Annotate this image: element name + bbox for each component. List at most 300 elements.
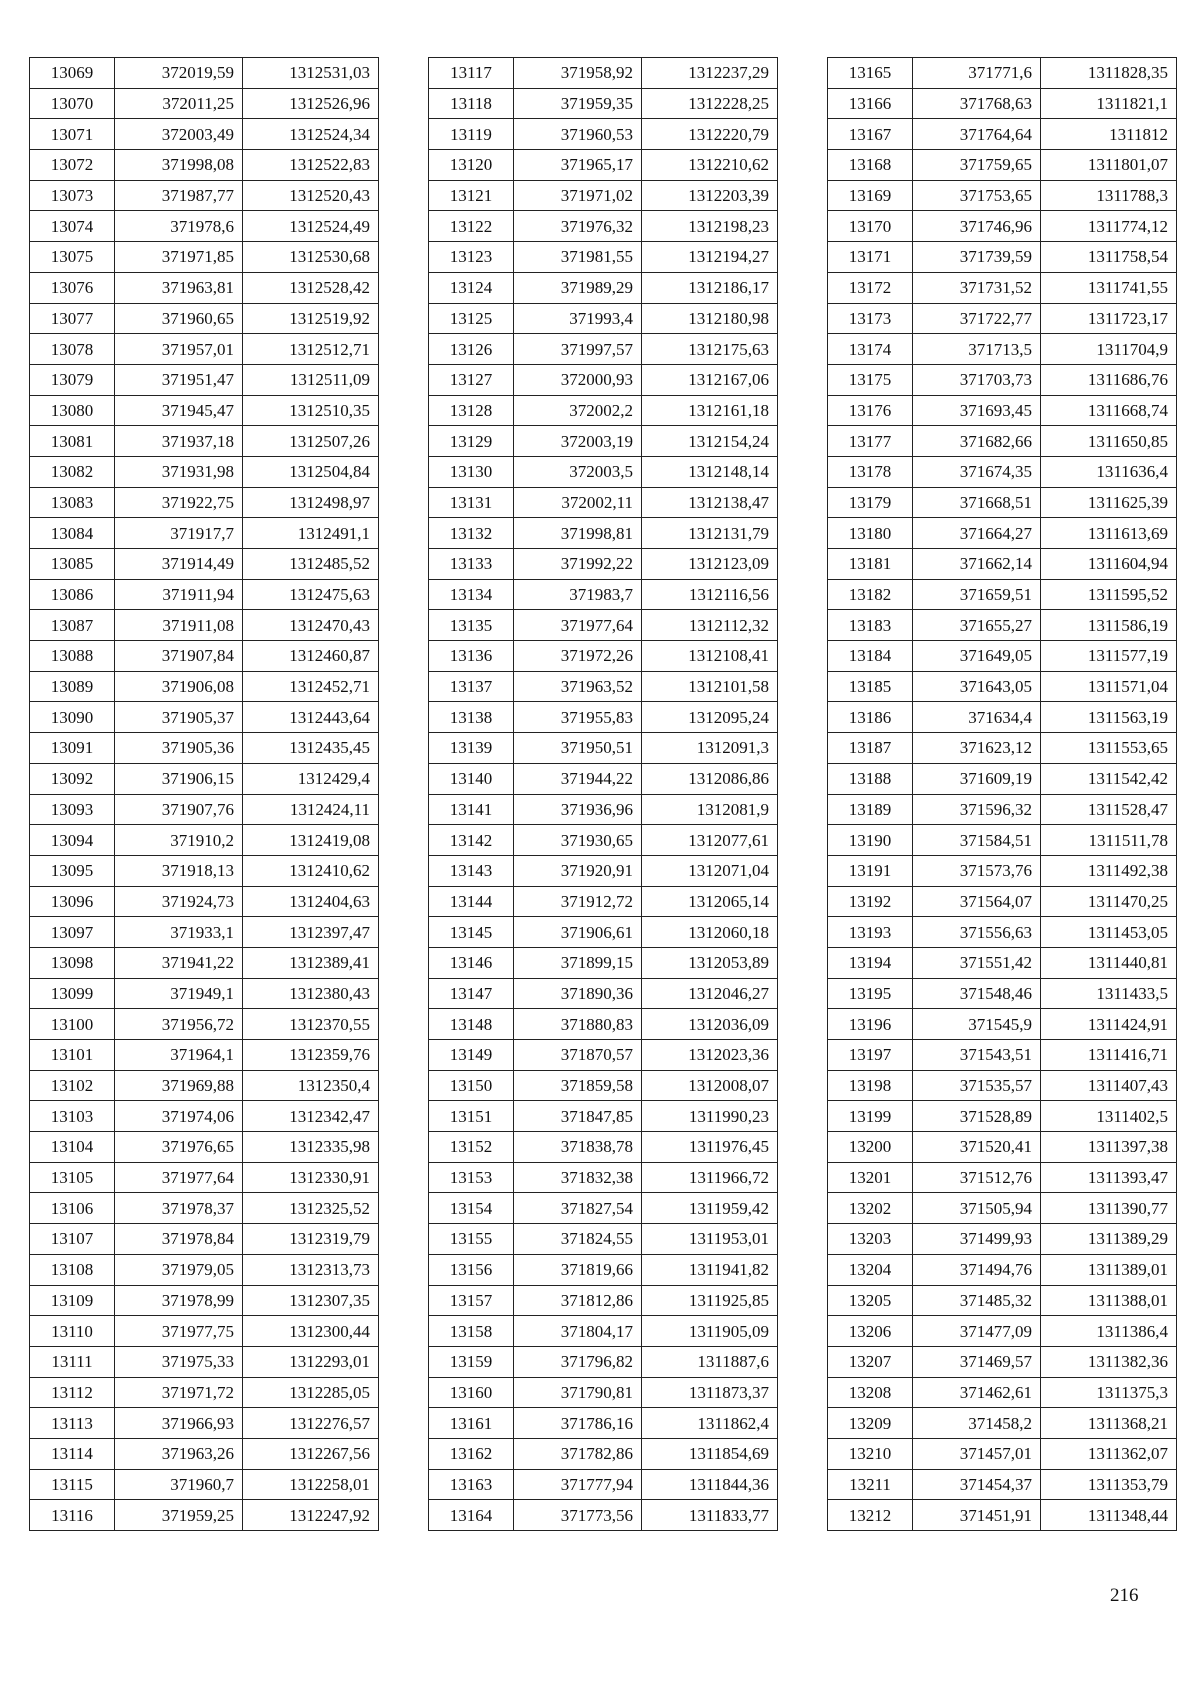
x-coordinate-cell: 371454,37 xyxy=(913,1469,1041,1500)
table-row xyxy=(429,334,778,365)
x-coordinate-cell: 371551,42 xyxy=(913,947,1041,978)
table-row xyxy=(828,58,1177,89)
y-coordinate-cell: 1312460,87 xyxy=(243,641,379,672)
point-number-cell: 13103 xyxy=(30,1101,115,1132)
table-row xyxy=(429,1316,778,1347)
table-row xyxy=(429,211,778,242)
point-number-cell: 13195 xyxy=(828,978,913,1009)
x-coordinate-cell: 371782,86 xyxy=(514,1438,642,1469)
x-coordinate-cell: 371912,72 xyxy=(514,886,642,917)
table-row xyxy=(30,1377,379,1408)
x-coordinate-cell: 371958,92 xyxy=(514,58,642,89)
x-coordinate-cell: 371649,05 xyxy=(913,641,1041,672)
x-coordinate-cell: 371957,01 xyxy=(115,334,243,365)
point-number-cell: 13177 xyxy=(828,426,913,457)
table-row xyxy=(828,1162,1177,1193)
table-row xyxy=(828,1377,1177,1408)
x-coordinate-cell: 371956,72 xyxy=(115,1009,243,1040)
table-row xyxy=(828,119,1177,150)
x-coordinate-cell: 371682,66 xyxy=(913,426,1041,457)
x-coordinate-cell: 371693,45 xyxy=(913,395,1041,426)
table-row xyxy=(30,610,379,641)
y-coordinate-cell: 1312194,27 xyxy=(642,242,778,273)
point-number-cell: 13098 xyxy=(30,947,115,978)
table-row xyxy=(828,579,1177,610)
table-row xyxy=(30,242,379,273)
y-coordinate-cell: 1311571,04 xyxy=(1041,671,1177,702)
x-coordinate-cell: 371964,1 xyxy=(115,1040,243,1071)
point-number-cell: 13156 xyxy=(429,1254,514,1285)
x-coordinate-cell: 371905,36 xyxy=(115,733,243,764)
table-row xyxy=(828,641,1177,672)
x-coordinate-cell: 371959,35 xyxy=(514,88,642,119)
table-row xyxy=(30,150,379,181)
y-coordinate-cell: 1312519,92 xyxy=(243,303,379,334)
table-row xyxy=(429,1500,778,1531)
y-coordinate-cell: 1312091,3 xyxy=(642,733,778,764)
x-coordinate-cell: 371959,25 xyxy=(115,1500,243,1531)
y-coordinate-cell: 1311353,79 xyxy=(1041,1469,1177,1500)
y-coordinate-cell: 1311382,36 xyxy=(1041,1346,1177,1377)
point-number-cell: 13084 xyxy=(30,518,115,549)
y-coordinate-cell: 1311389,01 xyxy=(1041,1254,1177,1285)
table-row xyxy=(429,1224,778,1255)
table-row xyxy=(429,702,778,733)
y-coordinate-cell: 1311887,6 xyxy=(642,1346,778,1377)
point-number-cell: 13192 xyxy=(828,886,913,917)
table-row xyxy=(30,334,379,365)
x-coordinate-cell: 371596,32 xyxy=(913,794,1041,825)
x-coordinate-cell: 371494,76 xyxy=(913,1254,1041,1285)
point-number-cell: 13200 xyxy=(828,1132,913,1163)
x-coordinate-cell: 371978,84 xyxy=(115,1224,243,1255)
point-number-cell: 13183 xyxy=(828,610,913,641)
x-coordinate-cell: 371739,59 xyxy=(913,242,1041,273)
x-coordinate-cell: 371937,18 xyxy=(115,426,243,457)
y-coordinate-cell: 1312300,44 xyxy=(243,1316,379,1347)
y-coordinate-cell: 1311348,44 xyxy=(1041,1500,1177,1531)
x-coordinate-cell: 371922,75 xyxy=(115,487,243,518)
point-number-cell: 13181 xyxy=(828,549,913,580)
point-number-cell: 13108 xyxy=(30,1254,115,1285)
table-row xyxy=(429,1285,778,1316)
point-number-cell: 13190 xyxy=(828,825,913,856)
x-coordinate-cell: 371451,91 xyxy=(913,1500,1041,1531)
point-number-cell: 13162 xyxy=(429,1438,514,1469)
x-coordinate-cell: 372003,5 xyxy=(514,456,642,487)
point-number-cell: 13210 xyxy=(828,1438,913,1469)
point-number-cell: 13080 xyxy=(30,395,115,426)
table-row xyxy=(828,978,1177,1009)
x-coordinate-cell: 371969,88 xyxy=(115,1070,243,1101)
point-number-cell: 13143 xyxy=(429,855,514,886)
y-coordinate-cell: 1311854,69 xyxy=(642,1438,778,1469)
point-number-cell: 13179 xyxy=(828,487,913,518)
point-number-cell: 13136 xyxy=(429,641,514,672)
x-coordinate-cell: 371545,9 xyxy=(913,1009,1041,1040)
x-coordinate-cell: 371977,64 xyxy=(514,610,642,641)
table-body xyxy=(30,58,379,1531)
table-row xyxy=(828,1469,1177,1500)
y-coordinate-cell: 1311453,05 xyxy=(1041,917,1177,948)
x-coordinate-cell: 371971,72 xyxy=(115,1377,243,1408)
point-number-cell: 13113 xyxy=(30,1408,115,1439)
table-row xyxy=(828,180,1177,211)
point-number-cell: 13070 xyxy=(30,88,115,119)
y-coordinate-cell: 1311397,38 xyxy=(1041,1132,1177,1163)
x-coordinate-cell: 371634,4 xyxy=(913,702,1041,733)
table-row xyxy=(30,426,379,457)
table-row xyxy=(429,886,778,917)
y-coordinate-cell: 1311595,52 xyxy=(1041,579,1177,610)
table-row xyxy=(828,1408,1177,1439)
table-row xyxy=(828,1346,1177,1377)
point-number-cell: 13126 xyxy=(429,334,514,365)
x-coordinate-cell: 371989,29 xyxy=(514,272,642,303)
point-number-cell: 13161 xyxy=(429,1408,514,1439)
table-row xyxy=(429,395,778,426)
y-coordinate-cell: 1312435,45 xyxy=(243,733,379,764)
x-coordinate-cell: 371918,13 xyxy=(115,855,243,886)
table-row xyxy=(30,978,379,1009)
x-coordinate-cell: 371978,6 xyxy=(115,211,243,242)
table-row xyxy=(828,947,1177,978)
point-number-cell: 13184 xyxy=(828,641,913,672)
point-number-cell: 13166 xyxy=(828,88,913,119)
x-coordinate-cell: 371796,82 xyxy=(514,1346,642,1377)
point-number-cell: 13105 xyxy=(30,1162,115,1193)
y-coordinate-cell: 1312491,1 xyxy=(243,518,379,549)
y-coordinate-cell: 1312520,43 xyxy=(243,180,379,211)
y-coordinate-cell: 1311668,74 xyxy=(1041,395,1177,426)
table-row xyxy=(429,917,778,948)
point-number-cell: 13115 xyxy=(30,1469,115,1500)
table-row xyxy=(30,1316,379,1347)
table-row xyxy=(429,456,778,487)
y-coordinate-cell: 1312161,18 xyxy=(642,395,778,426)
y-coordinate-cell: 1311390,77 xyxy=(1041,1193,1177,1224)
point-number-cell: 13118 xyxy=(429,88,514,119)
table-row xyxy=(429,242,778,273)
y-coordinate-cell: 1311801,07 xyxy=(1041,150,1177,181)
y-coordinate-cell: 1311586,19 xyxy=(1041,610,1177,641)
table-row xyxy=(828,1500,1177,1531)
point-number-cell: 13212 xyxy=(828,1500,913,1531)
point-number-cell: 13170 xyxy=(828,211,913,242)
table-row xyxy=(429,1070,778,1101)
x-coordinate-cell: 371804,17 xyxy=(514,1316,642,1347)
table-row xyxy=(30,794,379,825)
y-coordinate-cell: 1312210,62 xyxy=(642,150,778,181)
x-coordinate-cell: 371971,85 xyxy=(115,242,243,273)
x-coordinate-cell: 371753,65 xyxy=(913,180,1041,211)
point-number-cell: 13191 xyxy=(828,855,913,886)
x-coordinate-cell: 371773,56 xyxy=(514,1500,642,1531)
coordinate-table-3 xyxy=(827,57,1177,1531)
point-number-cell: 13201 xyxy=(828,1162,913,1193)
x-coordinate-cell: 371998,08 xyxy=(115,150,243,181)
y-coordinate-cell: 1311375,3 xyxy=(1041,1377,1177,1408)
table-row xyxy=(429,671,778,702)
point-number-cell: 13099 xyxy=(30,978,115,1009)
y-coordinate-cell: 1311758,54 xyxy=(1041,242,1177,273)
x-coordinate-cell: 371528,89 xyxy=(913,1101,1041,1132)
y-coordinate-cell: 1312247,92 xyxy=(243,1500,379,1531)
table-row xyxy=(429,487,778,518)
point-number-cell: 13160 xyxy=(429,1377,514,1408)
point-number-cell: 13125 xyxy=(429,303,514,334)
x-coordinate-cell: 371920,91 xyxy=(514,855,642,886)
point-number-cell: 13197 xyxy=(828,1040,913,1071)
point-number-cell: 13112 xyxy=(30,1377,115,1408)
y-coordinate-cell: 1311386,4 xyxy=(1041,1316,1177,1347)
point-number-cell: 13121 xyxy=(429,180,514,211)
table-row xyxy=(30,825,379,856)
x-coordinate-cell: 371977,75 xyxy=(115,1316,243,1347)
table-row xyxy=(828,150,1177,181)
point-number-cell: 13079 xyxy=(30,364,115,395)
x-coordinate-cell: 371703,73 xyxy=(913,364,1041,395)
point-number-cell: 13117 xyxy=(429,58,514,89)
y-coordinate-cell: 1311625,39 xyxy=(1041,487,1177,518)
table-row xyxy=(30,1162,379,1193)
y-coordinate-cell: 1312167,06 xyxy=(642,364,778,395)
point-number-cell: 13139 xyxy=(429,733,514,764)
y-coordinate-cell: 1311873,37 xyxy=(642,1377,778,1408)
y-coordinate-cell: 1311604,94 xyxy=(1041,549,1177,580)
table-row xyxy=(429,610,778,641)
y-coordinate-cell: 1312370,55 xyxy=(243,1009,379,1040)
point-number-cell: 13081 xyxy=(30,426,115,457)
y-coordinate-cell: 1312342,47 xyxy=(243,1101,379,1132)
table-row xyxy=(429,1101,778,1132)
table-row xyxy=(429,641,778,672)
x-coordinate-cell: 371960,65 xyxy=(115,303,243,334)
point-number-cell: 13150 xyxy=(429,1070,514,1101)
y-coordinate-cell: 1312065,14 xyxy=(642,886,778,917)
x-coordinate-cell: 371880,83 xyxy=(514,1009,642,1040)
y-coordinate-cell: 1311577,19 xyxy=(1041,641,1177,672)
x-coordinate-cell: 371674,35 xyxy=(913,456,1041,487)
y-coordinate-cell: 1311990,23 xyxy=(642,1101,778,1132)
x-coordinate-cell: 371520,41 xyxy=(913,1132,1041,1163)
point-number-cell: 13075 xyxy=(30,242,115,273)
y-coordinate-cell: 1312175,63 xyxy=(642,334,778,365)
y-coordinate-cell: 1312123,09 xyxy=(642,549,778,580)
point-number-cell: 13114 xyxy=(30,1438,115,1469)
point-number-cell: 13172 xyxy=(828,272,913,303)
point-number-cell: 13159 xyxy=(429,1346,514,1377)
table-row xyxy=(828,610,1177,641)
table-row xyxy=(828,334,1177,365)
point-number-cell: 13132 xyxy=(429,518,514,549)
y-coordinate-cell: 1311774,12 xyxy=(1041,211,1177,242)
x-coordinate-cell: 371907,84 xyxy=(115,641,243,672)
point-number-cell: 13104 xyxy=(30,1132,115,1163)
x-coordinate-cell: 371764,64 xyxy=(913,119,1041,150)
x-coordinate-cell: 371469,57 xyxy=(913,1346,1041,1377)
y-coordinate-cell: 1311492,38 xyxy=(1041,855,1177,886)
table-row xyxy=(828,1101,1177,1132)
y-coordinate-cell: 1311393,47 xyxy=(1041,1162,1177,1193)
y-coordinate-cell: 1312060,18 xyxy=(642,917,778,948)
y-coordinate-cell: 1312498,97 xyxy=(243,487,379,518)
x-coordinate-cell: 371812,86 xyxy=(514,1285,642,1316)
x-coordinate-cell: 371944,22 xyxy=(514,763,642,794)
coordinate-table-1 xyxy=(29,57,379,1531)
x-coordinate-cell: 371941,22 xyxy=(115,947,243,978)
point-number-cell: 13189 xyxy=(828,794,913,825)
y-coordinate-cell: 1311416,71 xyxy=(1041,1040,1177,1071)
table-row xyxy=(30,1285,379,1316)
x-coordinate-cell: 371556,63 xyxy=(913,917,1041,948)
y-coordinate-cell: 1312452,71 xyxy=(243,671,379,702)
x-coordinate-cell: 371945,47 xyxy=(115,395,243,426)
table-row xyxy=(30,395,379,426)
point-number-cell: 13109 xyxy=(30,1285,115,1316)
point-number-cell: 13146 xyxy=(429,947,514,978)
x-coordinate-cell: 371936,96 xyxy=(514,794,642,825)
y-coordinate-cell: 1312228,25 xyxy=(642,88,778,119)
x-coordinate-cell: 371906,61 xyxy=(514,917,642,948)
y-coordinate-cell: 1311433,5 xyxy=(1041,978,1177,1009)
y-coordinate-cell: 1312522,83 xyxy=(243,150,379,181)
table-row xyxy=(828,763,1177,794)
x-coordinate-cell: 371949,1 xyxy=(115,978,243,1009)
y-coordinate-cell: 1311424,91 xyxy=(1041,1009,1177,1040)
x-coordinate-cell: 371584,51 xyxy=(913,825,1041,856)
table-row xyxy=(429,1254,778,1285)
x-coordinate-cell: 371965,17 xyxy=(514,150,642,181)
x-coordinate-cell: 371485,32 xyxy=(913,1285,1041,1316)
y-coordinate-cell: 1311788,3 xyxy=(1041,180,1177,211)
x-coordinate-cell: 371548,46 xyxy=(913,978,1041,1009)
y-coordinate-cell: 1312203,39 xyxy=(642,180,778,211)
point-number-cell: 13147 xyxy=(429,978,514,1009)
table-row xyxy=(828,88,1177,119)
point-number-cell: 13211 xyxy=(828,1469,913,1500)
point-number-cell: 13205 xyxy=(828,1285,913,1316)
y-coordinate-cell: 1311828,35 xyxy=(1041,58,1177,89)
x-coordinate-cell: 371963,81 xyxy=(115,272,243,303)
y-coordinate-cell: 1312313,73 xyxy=(243,1254,379,1285)
y-coordinate-cell: 1311844,36 xyxy=(642,1469,778,1500)
point-number-cell: 13178 xyxy=(828,456,913,487)
x-coordinate-cell: 371981,55 xyxy=(514,242,642,273)
point-number-cell: 13141 xyxy=(429,794,514,825)
table-row xyxy=(429,1377,778,1408)
table-body xyxy=(828,58,1177,1531)
x-coordinate-cell: 371609,19 xyxy=(913,763,1041,794)
y-coordinate-cell: 1312350,4 xyxy=(243,1070,379,1101)
y-coordinate-cell: 1312095,24 xyxy=(642,702,778,733)
y-coordinate-cell: 1312131,79 xyxy=(642,518,778,549)
x-coordinate-cell: 371870,57 xyxy=(514,1040,642,1071)
table-row xyxy=(30,58,379,89)
table-row xyxy=(30,1193,379,1224)
y-coordinate-cell: 1312429,4 xyxy=(243,763,379,794)
table-row xyxy=(30,119,379,150)
y-coordinate-cell: 1312335,98 xyxy=(243,1132,379,1163)
x-coordinate-cell: 371655,27 xyxy=(913,610,1041,641)
table-row xyxy=(30,1224,379,1255)
y-coordinate-cell: 1311862,4 xyxy=(642,1408,778,1439)
point-number-cell: 13206 xyxy=(828,1316,913,1347)
point-number-cell: 13093 xyxy=(30,794,115,825)
x-coordinate-cell: 371998,81 xyxy=(514,518,642,549)
x-coordinate-cell: 371931,98 xyxy=(115,456,243,487)
table-row xyxy=(30,518,379,549)
point-number-cell: 13071 xyxy=(30,119,115,150)
point-number-cell: 13094 xyxy=(30,825,115,856)
x-coordinate-cell: 371930,65 xyxy=(514,825,642,856)
y-coordinate-cell: 1312237,29 xyxy=(642,58,778,89)
y-coordinate-cell: 1312081,9 xyxy=(642,794,778,825)
y-coordinate-cell: 1311704,9 xyxy=(1041,334,1177,365)
x-coordinate-cell: 371543,51 xyxy=(913,1040,1041,1071)
table-row xyxy=(429,303,778,334)
table-row xyxy=(429,1009,778,1040)
point-number-cell: 13129 xyxy=(429,426,514,457)
x-coordinate-cell: 371643,05 xyxy=(913,671,1041,702)
table-row xyxy=(30,211,379,242)
point-number-cell: 13208 xyxy=(828,1377,913,1408)
point-number-cell: 13101 xyxy=(30,1040,115,1071)
y-coordinate-cell: 1312475,63 xyxy=(243,579,379,610)
x-coordinate-cell: 371819,66 xyxy=(514,1254,642,1285)
x-coordinate-cell: 371759,65 xyxy=(913,150,1041,181)
y-coordinate-cell: 1312101,58 xyxy=(642,671,778,702)
y-coordinate-cell: 1312507,26 xyxy=(243,426,379,457)
y-coordinate-cell: 1312443,64 xyxy=(243,702,379,733)
point-number-cell: 13092 xyxy=(30,763,115,794)
x-coordinate-cell: 371662,14 xyxy=(913,549,1041,580)
point-number-cell: 13157 xyxy=(429,1285,514,1316)
x-coordinate-cell: 371564,07 xyxy=(913,886,1041,917)
table-row xyxy=(429,579,778,610)
x-coordinate-cell: 371499,93 xyxy=(913,1224,1041,1255)
point-number-cell: 13088 xyxy=(30,641,115,672)
x-coordinate-cell: 372003,49 xyxy=(115,119,243,150)
table-row xyxy=(429,1346,778,1377)
table-row xyxy=(828,733,1177,764)
y-coordinate-cell: 1312148,14 xyxy=(642,456,778,487)
x-coordinate-cell: 371974,06 xyxy=(115,1101,243,1132)
point-number-cell: 13116 xyxy=(30,1500,115,1531)
point-number-cell: 13188 xyxy=(828,763,913,794)
table-row xyxy=(429,763,778,794)
point-number-cell: 13145 xyxy=(429,917,514,948)
x-coordinate-cell: 372019,59 xyxy=(115,58,243,89)
table-row xyxy=(828,456,1177,487)
x-coordinate-cell: 371462,61 xyxy=(913,1377,1041,1408)
point-number-cell: 13110 xyxy=(30,1316,115,1347)
table-row xyxy=(828,886,1177,917)
y-coordinate-cell: 1312116,56 xyxy=(642,579,778,610)
point-number-cell: 13193 xyxy=(828,917,913,948)
point-number-cell: 13120 xyxy=(429,150,514,181)
x-coordinate-cell: 371722,77 xyxy=(913,303,1041,334)
table-row xyxy=(828,825,1177,856)
table-row xyxy=(30,671,379,702)
table-row xyxy=(828,1132,1177,1163)
point-number-cell: 13199 xyxy=(828,1101,913,1132)
x-coordinate-cell: 372002,11 xyxy=(514,487,642,518)
y-coordinate-cell: 1312008,07 xyxy=(642,1070,778,1101)
point-number-cell: 13196 xyxy=(828,1009,913,1040)
table-row xyxy=(828,917,1177,948)
x-coordinate-cell: 371786,16 xyxy=(514,1408,642,1439)
